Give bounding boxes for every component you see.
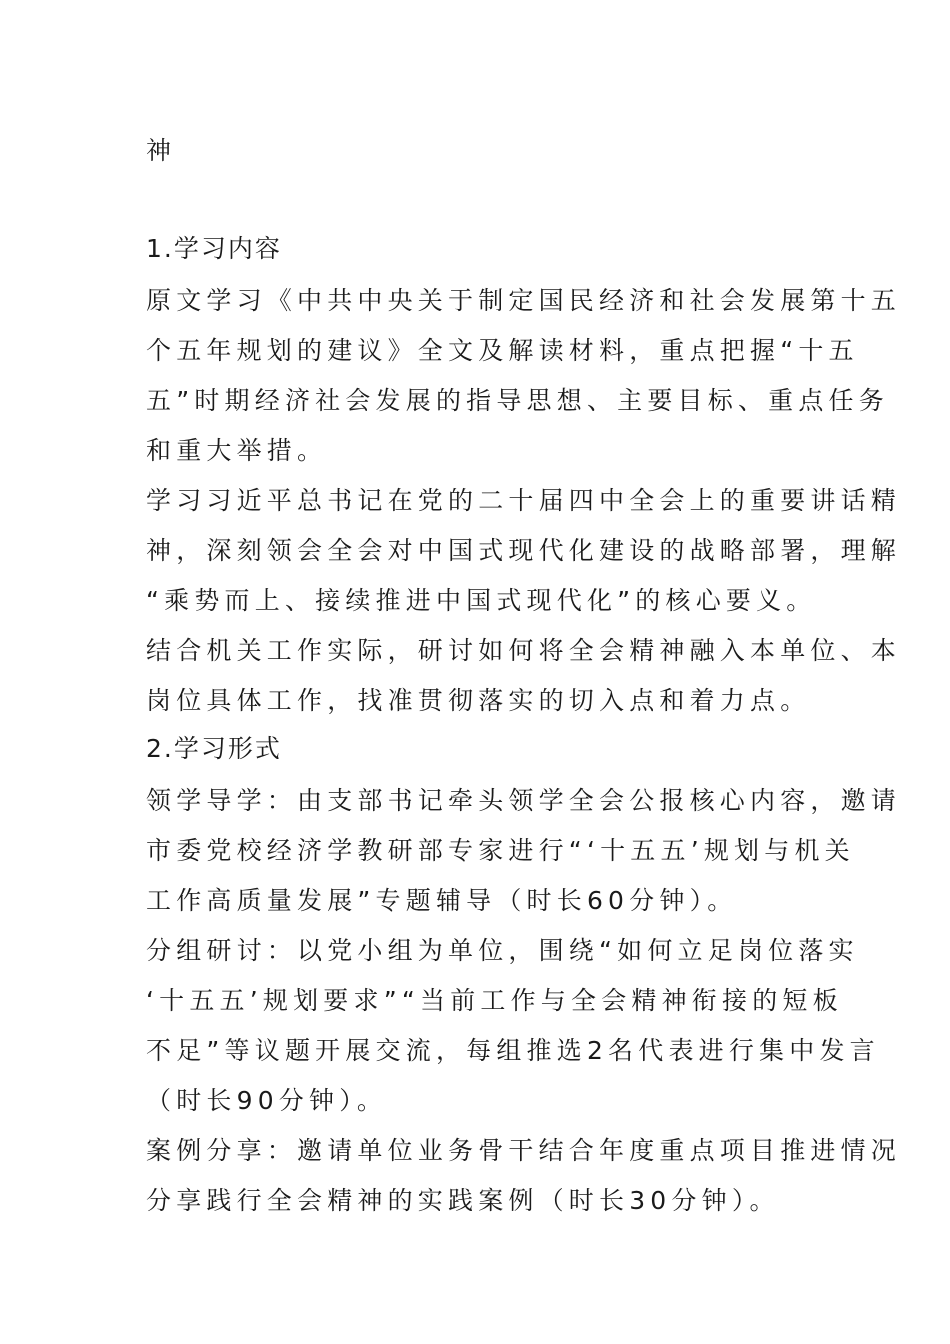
section-2-paragraph-2-line-1: 分组研讨：以党小组为单位，围绕“如何立足岗位落实 <box>146 936 859 965</box>
section-2-paragraph-2-line-3: 不足”等议题开展交流，每组推选2名代表进行集中发言 <box>146 1036 880 1065</box>
section-1-paragraph-3-line-2: 岗位具体工作，找准贯彻落实的切入点和着力点。 <box>146 686 811 715</box>
section-1-paragraph-2-line-3: “乘势而上、接续推进中国式现代化”的核心要义。 <box>146 586 817 615</box>
section-1-paragraph-1-line-4: 和重大举措。 <box>146 436 328 465</box>
carry-over-text: 神 <box>146 136 177 165</box>
section-1-paragraph-2-line-1: 学习习近平总书记在党的二十届四中全会上的重要讲话精 <box>146 486 902 515</box>
section-1-paragraph-2-line-2: 神，深刻领会全会对中国式现代化建设的战略部署，理解 <box>146 536 902 565</box>
section-1-paragraph-1-line-2: 个五年规划的建议》全文及解读材料，重点把握“十五 <box>146 336 859 365</box>
section-2-paragraph-2-line-4: （时长90分钟）。 <box>146 1086 388 1115</box>
section-1-paragraph-3-line-1: 结合机关工作实际，研讨如何将全会精神融入本单位、本 <box>146 636 902 665</box>
section-2-paragraph-1-line-1: 领学导学：由支部书记牵头领学全会公报核心内容，邀请 <box>146 786 902 815</box>
section-1-heading: 1.学习内容 <box>146 234 282 263</box>
section-1-paragraph-1-line-1: 原文学习《中共中央关于制定国民经济和社会发展第十五 <box>146 286 902 315</box>
section-2-paragraph-3-line-2: 分享践行全会精神的实践案例（时长30分钟）。 <box>146 1186 780 1215</box>
section-2-paragraph-1-line-3: 工作高质量发展”专题辅导（时长60分钟）。 <box>146 886 738 915</box>
section-2-heading: 2.学习形式 <box>146 734 282 763</box>
section-2-paragraph-2-line-2: ‘十五五’规划要求”“当前工作与全会精神衔接的短板 <box>146 986 843 1015</box>
section-1-paragraph-1-line-3: 五”时期经济社会发展的指导思想、主要目标、重点任务 <box>146 386 889 415</box>
section-2-paragraph-1-line-2: 市委党校经济学教研部专家进行“‘十五五’规划与机关 <box>146 836 855 865</box>
section-2-paragraph-3-line-1: 案例分享：邀请单位业务骨干结合年度重点项目推进情况 <box>146 1136 902 1165</box>
